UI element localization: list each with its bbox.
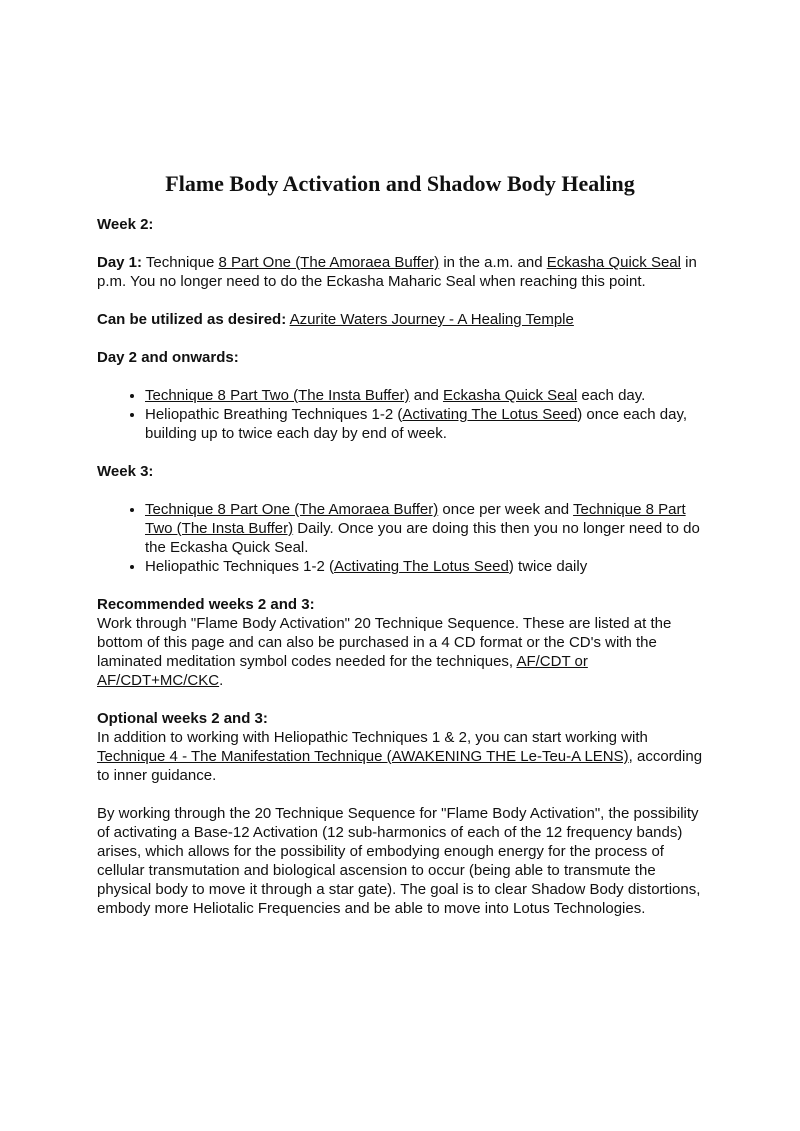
text: ) once each day, building up to twice each day by end of week. (145, 406, 688, 442)
recommended-heading: Recommended weeks 2 and 3: (97, 596, 315, 613)
link-eckasha-quick-seal[interactable]: Eckasha Quick Seal (546, 254, 681, 271)
recommended-paragraph (97, 614, 703, 690)
week3-list (97, 500, 703, 576)
link-insta-buffer[interactable]: Technique 8 Part Two (The Insta Buffer) (145, 501, 686, 537)
link-eckasha-quick-seal[interactable]: Eckasha Quick Seal (442, 387, 578, 404)
text: In addition to working with Heliopathic Techniques 1 & 2, you can start working with (97, 729, 648, 746)
utilized-paragraph (97, 310, 703, 329)
optional-paragraph (97, 728, 703, 785)
link-lotus-seed[interactable]: Activating The Lotus Seed (334, 558, 509, 575)
text: . (219, 672, 224, 689)
text: each day. (577, 387, 646, 404)
list-item (145, 405, 703, 443)
document-body (97, 215, 703, 918)
text: and (409, 387, 443, 404)
day1-paragraph (97, 253, 703, 291)
link-amoraea-buffer[interactable]: Technique 8 Part One (The Amoraea Buffer) (145, 501, 439, 518)
closing-paragraph: By working through the 20 Technique Sequence for "Flame Body Activation", the possibility of activating a Base-12 Activation (12 sub-harmonics of each of the 12 frequency bands) arises, which allows for the possibility of embodying enough energy for the process of cellular transmutation and biological ascension to occur (being able to transmute the physical body to move it through a star gate). The goal is to clear Shadow Body distortions, embody more Heliotalic Frequencies and be able to move into Lotus Technologies. (97, 805, 701, 917)
text: Technique (142, 254, 219, 271)
link-amoraea-buffer[interactable]: 8 Part One (The Amoraea Buffer) (218, 254, 440, 271)
week3-heading: Week 3: (97, 463, 154, 480)
week2-heading: Week 2: (97, 216, 154, 233)
text: Heliopathic Breathing Techniques 1-2 ( (145, 406, 403, 423)
list-item (145, 557, 703, 576)
text: Daily. Once you are doing this then you no longer need to do the Eckasha Quick Seal. (145, 520, 700, 556)
list-item (145, 386, 703, 405)
day2-list (97, 386, 703, 443)
text: once per week and (438, 501, 574, 518)
text: in p.m. You no longer need to do the Eckasha Maharic Seal when reaching this point. (97, 254, 697, 290)
link-af-cdt[interactable]: AF/CDT or AF/CDT+MC/CKC (97, 653, 588, 689)
text: Work through "Flame Body Activation" 20 Technique Sequence. These are listed at the bottom of this page and can also be purchased in a 4 CD format or the CD's with the laminated meditation symbol codes needed for the techniques, (97, 615, 672, 670)
utilized-label: Can be utilized as desired: (97, 311, 287, 328)
text: ) twice daily (508, 558, 588, 575)
day2-heading: Day 2 and onwards: (97, 349, 239, 366)
link-azurite-waters[interactable]: Azurite Waters Journey - A Healing Temple (289, 311, 574, 328)
text: in the a.m. and (439, 254, 547, 271)
link-insta-buffer[interactable]: Technique 8 Part Two (The Insta Buffer) (145, 387, 410, 404)
day1-label: Day 1: (97, 254, 143, 271)
optional-heading: Optional weeks 2 and 3: (97, 710, 268, 727)
link-manifestation-technique[interactable]: Technique 4 - The Manifestation Technique (AWAKENING THE Le-Teu-A LENS) (97, 748, 629, 765)
link-lotus-seed[interactable]: Activating The Lotus Seed (402, 406, 578, 423)
page-title: Flame Body Activation and Shadow Body Healing (165, 171, 635, 196)
text: , according to inner guidance. (97, 748, 703, 784)
list-item (145, 500, 703, 557)
text: Heliopathic Techniques 1-2 ( (145, 558, 335, 575)
